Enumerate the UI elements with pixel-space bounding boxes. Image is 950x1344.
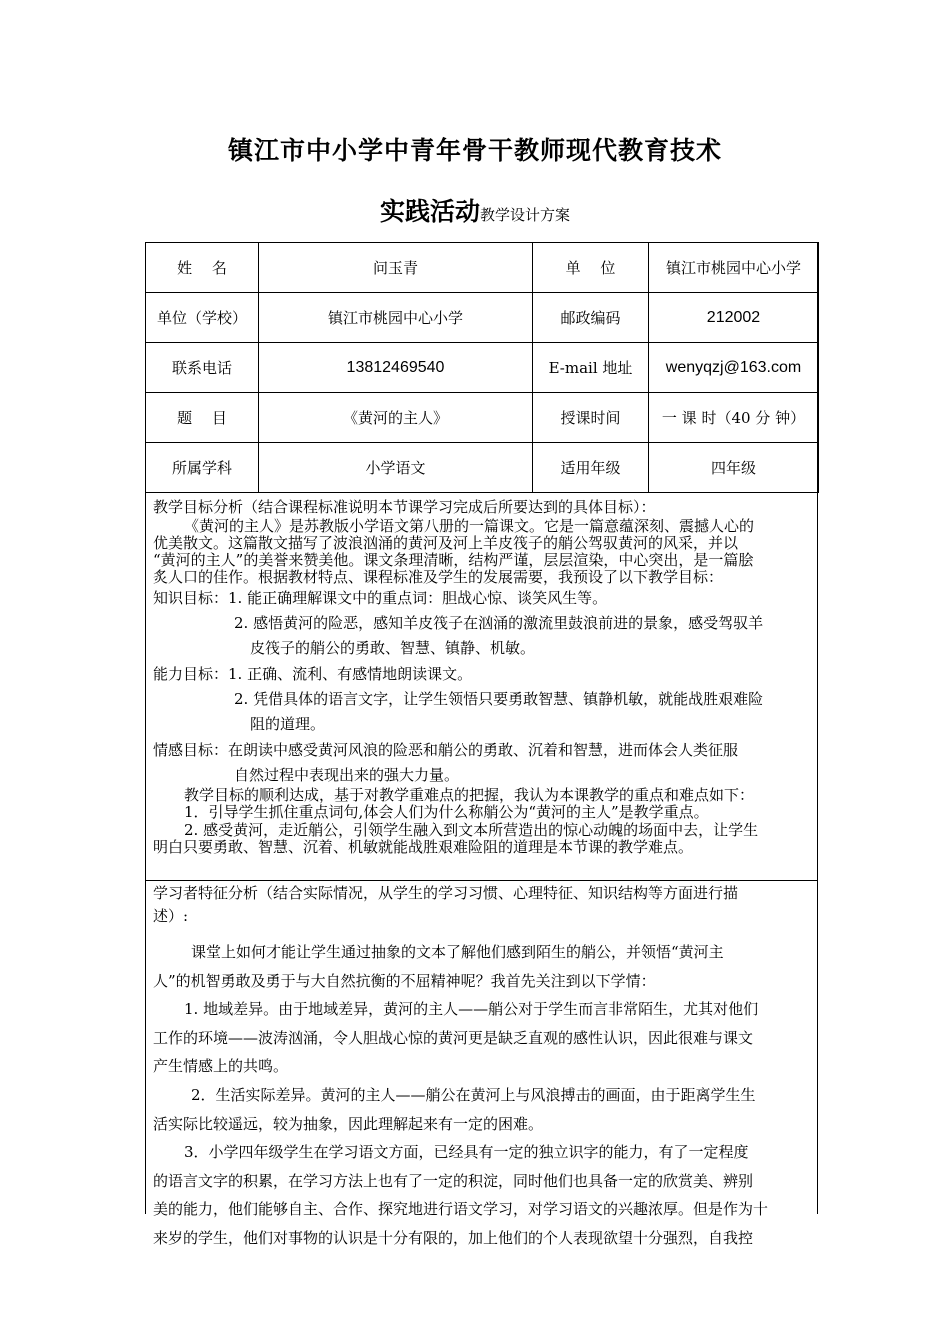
body-line: 来岁的学生，他们对事物的认识是十分有限的，加上他们的个人表现欲望十分强烈，自我控 xyxy=(153,1229,754,1247)
body-line: 1. 地域差异。由于地域差异，黄河的主人——艄公对于学生而言非常陌生，尤其对他们 xyxy=(184,1000,759,1018)
intro-line: 《黄河的主人》是苏教版小学语文第八册的一篇课文。它是一篇意蕴深刻、震撼人心的 xyxy=(184,517,755,535)
table-row xyxy=(146,443,819,493)
keypoint-line: 1．引导学生抓住重点词句,体会人们为什么称艄公为“黄河的主人”是教学重点。 xyxy=(184,803,709,821)
goal-line: 2. 感悟黄河的险恶，感知羊皮筏子在汹涌的激流里鼓浪前进的景象，感受驾驭羊 xyxy=(234,614,764,632)
body-line: 的语言文字的积累，在学习方法上也有了一定的积淀，同时他们也具备一定的欣赏美、辨别 xyxy=(153,1172,754,1190)
table-row xyxy=(146,243,819,293)
keypoint-line: 2. 感受黄河，走近艄公，引领学生融入到文本所营造出的惊心动魄的场面中去，让学生 xyxy=(184,821,759,839)
label-subject: 所属学科 xyxy=(146,443,259,493)
value-email: wenyqzj@163.com xyxy=(649,343,819,393)
title-design-plan: 教学设计方案 xyxy=(480,206,571,224)
intro-line: 优美散文。这篇散文描写了波浪汹涌的黄河及河上羊皮筏子的艄公驾驭黄河的风采，并以 xyxy=(153,534,739,552)
table-row xyxy=(146,393,819,443)
body-line: 活实际比较遥远，较为抽象，因此理解起来有一定的困难。 xyxy=(153,1115,544,1133)
info-table xyxy=(145,242,819,493)
label-phone: 联系电话 xyxy=(146,343,259,393)
goal-line: 2. 凭借具体的语言文字，让学生领悟只要勇敢智慧、镇静机敏，就能战胜艰难险 xyxy=(234,690,764,708)
section-heading: 述）: xyxy=(153,907,189,925)
label-email: E-mail 地址 xyxy=(533,343,649,393)
learner-analysis-section xyxy=(146,881,817,1247)
body-line: 人”的机智勇敢及勇于与大自然抗衡的不屈精神呢？我首先关注到以下学情： xyxy=(153,972,656,990)
label-unit: 单 位 xyxy=(533,243,649,293)
intro-line: “黄河的主人”的美誉来赞美他。课文条理清晰，结构严谨，层层渲染，中心突出，是一篇脍 xyxy=(153,551,754,569)
section-heading: 教学目标分析（结合课程标准说明本节课学习完成后所要达到的具体目标）： xyxy=(153,498,656,516)
keypoint-line: 明白只要勇敢、智慧、沉着、机敏就能战胜艰难险阻的道理是本节课的教学难点。 xyxy=(153,838,694,856)
value-unit: 镇江市桃园中心小学 xyxy=(649,243,819,293)
value-phone: 13812469540 xyxy=(259,343,533,393)
value-postcode: 212002 xyxy=(649,293,819,343)
table-row xyxy=(146,343,819,393)
title-practice-activity: 实践活动 xyxy=(379,197,480,226)
body-line: 课堂上如何才能让学生通过抽象的文本了解他们感到陌生的艄公，并领悟“黄河主 xyxy=(191,943,724,961)
label-school: 单位（学校） xyxy=(146,293,259,343)
section-heading: 学习者特征分析（结合实际情况，从学生的学习习惯、心理特征、知识结构等方面进行描 xyxy=(153,884,739,902)
body-line: 美的能力，他们能够自主、合作、探究地进行语文学习，对学习语文的兴趣浓厚。但是作为十 xyxy=(153,1200,769,1218)
value-school: 镇江市桃园中心小学 xyxy=(259,293,533,343)
value-subject: 小学语文 xyxy=(259,443,533,493)
keypoint-line: 教学目标的顺利达成，基于对教学重难点的把握，我认为本课教学的重点和难点如下： xyxy=(184,786,755,804)
label-name: 姓 名 xyxy=(146,243,259,293)
body-line: 3．小学四年级学生在学习语文方面，已经具有一定的独立识字的能力，有了一定程度 xyxy=(184,1143,749,1161)
value-name: 问玉青 xyxy=(259,243,533,293)
goal-line: 阻的道理。 xyxy=(250,715,326,733)
table-row xyxy=(146,293,819,343)
label-grade: 适用年级 xyxy=(533,443,649,493)
body-line: 产生情感上的共鸣。 xyxy=(153,1057,289,1075)
label-postcode: 邮政编码 xyxy=(533,293,649,343)
goal-line: 皮筏子的艄公的勇敢、智慧、镇静、机敏。 xyxy=(250,639,536,657)
intro-line: 炙人口的佳作。根据教材特点、课程标准及学生的发展需要，我预设了以下教学目标： xyxy=(153,568,724,586)
goal-line: 自然过程中表现出来的强大力量。 xyxy=(234,766,460,784)
page-title-line1: 镇江市中小学中青年骨干教师现代教育技术 xyxy=(227,136,722,165)
goal-line: 情感目标：在朗读中感受黄河风浪的险恶和艄公的勇敢、沉着和智慧，进而体会人类征服 xyxy=(153,741,739,759)
value-grade: 四年级 xyxy=(649,443,819,493)
label-topic: 题 目 xyxy=(146,393,259,443)
body-line: 2．生活实际差异。黄河的主人——艄公在黄河上与风浪搏击的画面，由于距离学生生 xyxy=(191,1086,756,1104)
value-lesson-time: 一 课 时（40 分 钟） xyxy=(649,393,819,443)
goal-line: 知识目标：1. 能正确理解课文中的重点词：胆战心惊、谈笑风生等。 xyxy=(153,589,608,607)
teaching-goals-section xyxy=(146,492,817,881)
body-line: 工作的环境——波涛汹涌，令人胆战心惊的黄河更是缺乏直观的感性认识，因此很难与课文 xyxy=(153,1029,754,1047)
page-title-line2 xyxy=(0,192,950,228)
label-lesson-time: 授课时间 xyxy=(533,393,649,443)
value-topic: 《黄河的主人》 xyxy=(259,393,533,443)
goal-line: 能力目标：1. 正确、流利、有感情地朗读课文。 xyxy=(153,665,473,683)
